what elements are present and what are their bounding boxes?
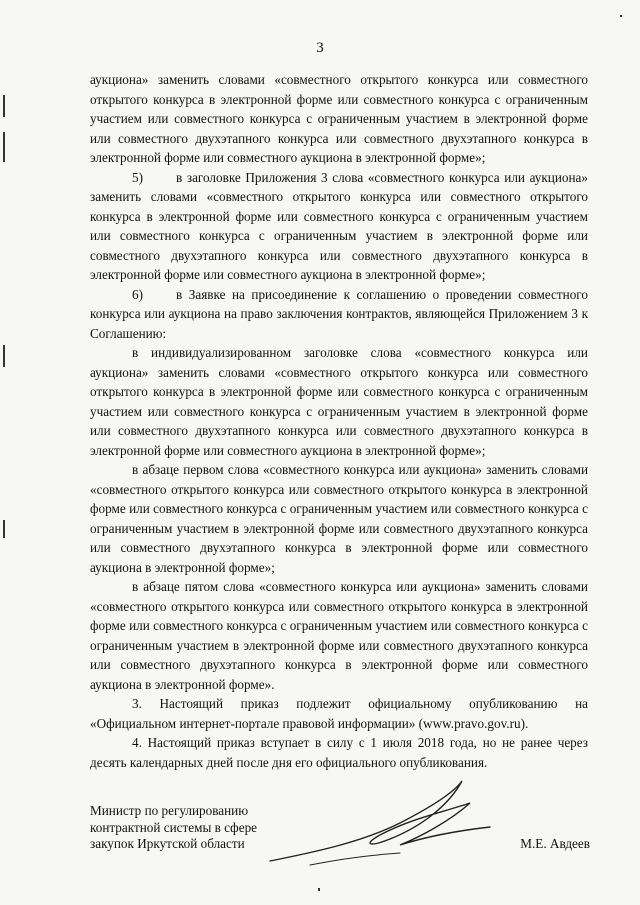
signatory-name: М.Е. Авдеев (520, 836, 590, 851)
list-item-5: 5) в заголовке Приложения 3 слова «совместного конкурса или аукциона» заменить словами «совместного открытого конкурса или совместного открытого конкурса в электронной форме или совместного конкурса с ограниченным участием или совместного конкурса с ограниченным участием в электронной форме или совместного двухэтапного конкурса или совместного двухэтапного конкурса в электронной форме или совместного аукциона в электронной форме»; (90, 169, 588, 282)
scan-mark (3, 520, 5, 538)
list-number: 5) (132, 169, 143, 185)
scan-mark (620, 15, 622, 17)
scan-mark (3, 345, 5, 367)
paragraph-continuation: аукциона» заменить словами «совместного открытого конкурса или совместного открытого конкурса в электронной форме или совместного конкурса с ограниченным участием или совместного конкурса с ограниченным участием в электронной форме или совместного двухэтапного конкурса или совместного двухэтапного конкурса в электронной форме или совместного аукциона в электронной форме»; (90, 72, 588, 165)
document-body (90, 70, 588, 772)
paragraph-effective-date: 4. Настоящий приказ вступает в силу с 1 июля 2018 года, но не ранее через десять календарных дней после дня его официального опубликования. (90, 735, 588, 770)
list-item-6: 6) в Заявке на присоединение к соглашению о проведении совместного конкурса или аукциона на право заключения контрактов, являющейся Приложением 3 к Соглашению: (90, 286, 588, 341)
signature-block (90, 803, 590, 873)
list-number: 6) (132, 286, 143, 302)
handwritten-signature (250, 773, 510, 873)
paragraph-publication: 3. Настоящий приказ подлежит официальному опубликованию на «Официальном интернет-портале правовой информации» (www.pravo.gov.ru). (90, 696, 588, 731)
scan-mark (3, 132, 5, 162)
paragraph: в индивидуализированном заголовке слова «совместного конкурса или аукциона» заменить словами «совместного открытого конкурса или совместного открытого конкурса в электронной форме или совместного конкурса с ограниченным участием или совместного конкурса с ограниченным участием в электронной форме или совместного двухэтапного конкурса или совместного двухэтапного конкурса в электронной форме или совместного аукциона в электронной форме»; (90, 345, 588, 458)
signatory-title: Министр по регулированию контрактной системы в сфере закупок Иркутской области (90, 803, 258, 851)
scan-mark (3, 95, 5, 117)
page-number: 3 (316, 40, 324, 56)
paragraph: в абзаце первом слова «совместного конкурса или аукциона» заменить словами «совместного открытого конкурса или совместного открытого конкурса в электронной форме или совместного конкурса с ограниченным участием или совместного конкурса с ограниченным участием в электронной форме или совместного двухэтапного конкурса или совместного двухэтапного конкурса в электронной форме или совместного аукциона в электронной форме»; (90, 462, 588, 575)
paragraph: в абзаце пятом слова «совместного конкурса или аукциона» заменить словами «совместного открытого конкурса или совместного открытого конкурса в электронной форме или совместного конкурса с ограниченным участием или совместного конкурса с ограниченным участием в электронной форме или совместного двухэтапного конкурса или совместного двухэтапного конкурса в электронной форме или совместного аукциона в электронной форме». (90, 579, 588, 692)
scan-mark (318, 888, 320, 891)
